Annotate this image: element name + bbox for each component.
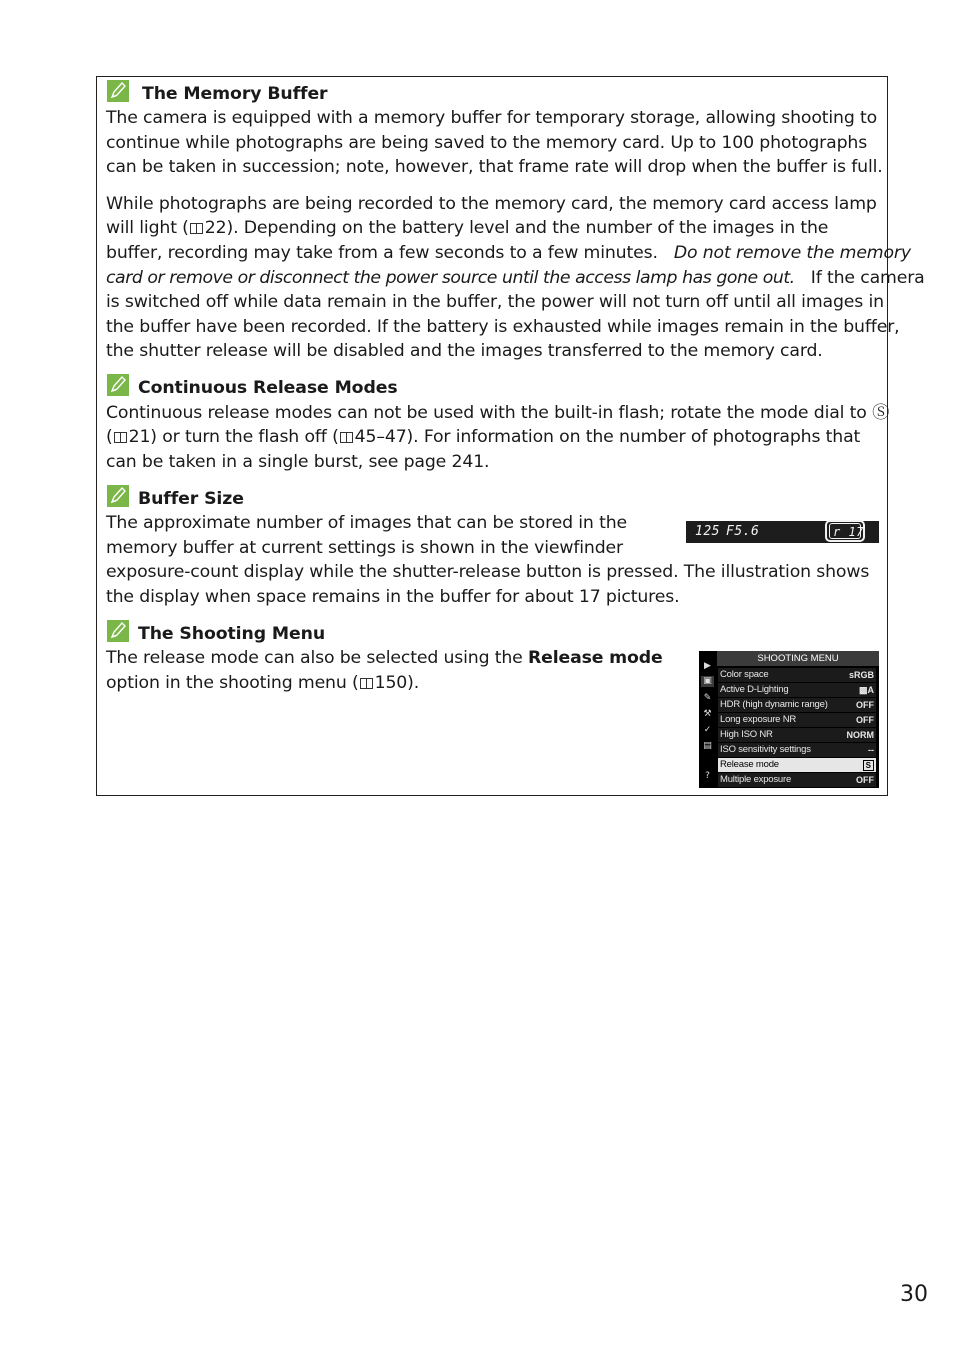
viewfinder-aperture: F5.6 bbox=[726, 524, 760, 539]
custom-settings-icon: ✎ bbox=[703, 693, 712, 703]
continuous-release-heading: Continuous Release Modes bbox=[138, 378, 398, 398]
viewfinder-count: r 17 bbox=[833, 525, 864, 539]
memory-buffer-line-1: The camera is equipped with a memory buffer for temporary storage, allowing shooting to bbox=[106, 108, 878, 128]
recording-line-7: the shutter release will be disabled and the images transferred to the memory card. bbox=[106, 341, 823, 361]
menu-row-hdr: HDR (high dynamic range) OFF bbox=[720, 699, 874, 710]
menu-row-multiple-exposure: Multiple exposure OFF bbox=[720, 774, 874, 785]
recording-line-4: card or remove or disconnect the power source until the access lamp has gone out. If the camera bbox=[106, 268, 925, 288]
my-menu-icon: ▤ bbox=[703, 741, 712, 751]
buffer-size-line-1: The approximate number of images that can be stored in the bbox=[106, 513, 627, 533]
recording-line-6: the buffer have been recorded. If the battery is exhausted while images remain in the buffer, bbox=[106, 317, 900, 337]
menu-row-high-iso-nr: High ISO NR NORM bbox=[720, 729, 874, 740]
buffer-size-line-2: memory buffer at current settings is shown in the viewfinder bbox=[106, 538, 623, 558]
shooting-menu-line-2: option in the shooting menu ( 150). bbox=[106, 673, 420, 693]
recording-line-3: buffer, recording may take from a few seconds to a few minutes. Do not remove the memory bbox=[106, 243, 911, 263]
continuous-release-line-2: ( 21) or turn the flash off ( 45–47). For information on the number of photographs that bbox=[106, 427, 861, 447]
shooting-menu-heading: The Shooting Menu bbox=[138, 624, 326, 644]
shooting-menu-line-1: The release mode can also be selected using the Release mode bbox=[106, 648, 663, 668]
buffer-size-line-4: the display when space remains in the buffer for about 17 pictures. bbox=[106, 587, 680, 607]
book-icon bbox=[340, 432, 353, 443]
help-icon: ? bbox=[705, 771, 710, 781]
retouch-menu-icon: ✓ bbox=[703, 725, 712, 735]
menu-row-long-exposure-nr: Long exposure NR OFF bbox=[720, 714, 874, 725]
continuous-release-line-1: Continuous release modes can not be used with the built-in flash; rotate the mode dial to Ⓢ bbox=[106, 403, 890, 423]
menu-sidebar bbox=[699, 651, 716, 788]
recording-line-1: While photographs are being recorded to the memory card, the memory card access lamp bbox=[106, 194, 877, 214]
flash-off-mode-icon: Ⓢ bbox=[872, 403, 890, 423]
menu-row-color-space: Color space sRGB bbox=[720, 669, 874, 680]
book-icon bbox=[360, 678, 373, 689]
menu-row-active-d-lighting: Active D-Lighting ▩A bbox=[720, 684, 874, 695]
buffer-size-heading: Buffer Size bbox=[138, 489, 244, 509]
memory-buffer-heading: The Memory Buffer bbox=[142, 84, 328, 104]
recording-line-5: is switched off while data remain in the buffer, the power will not turn off until all images in bbox=[106, 292, 884, 312]
pencil-note-icon bbox=[107, 620, 129, 642]
memory-buffer-line-2: continue while photographs are being saved to the memory card. Up to 100 photographs bbox=[106, 133, 868, 153]
recording-line-2: will light ( 22). Depending on the battery level and the number of the images in the bbox=[106, 218, 829, 238]
menu-row-iso-sensitivity: ISO sensitivity settings -- bbox=[720, 744, 874, 755]
viewfinder-shutter: 125 bbox=[695, 524, 720, 539]
pencil-note-icon bbox=[107, 374, 129, 396]
menu-row-release-mode: Release mode S bbox=[718, 758, 876, 772]
pencil-note-icon bbox=[107, 485, 129, 507]
shooting-menu-screen bbox=[699, 651, 879, 788]
buffer-size-line-3: exposure-count display while the shutter-release button is pressed. The illustration shows bbox=[106, 562, 870, 582]
book-icon bbox=[114, 432, 127, 443]
page-number: 30 bbox=[900, 1282, 928, 1307]
menu-header: SHOOTING MENU bbox=[717, 651, 879, 666]
book-icon bbox=[190, 223, 203, 234]
playback-menu-icon: ▶ bbox=[704, 661, 711, 671]
continuous-release-line-3: can be taken in a single burst, see page 241. bbox=[106, 452, 490, 472]
memory-buffer-line-3: can be taken in succession; note, however, that frame rate will drop when the buffer is full. bbox=[106, 157, 883, 177]
setup-menu-icon: ⚒ bbox=[703, 709, 712, 719]
viewfinder-display bbox=[686, 521, 879, 543]
pencil-note-icon bbox=[107, 80, 129, 102]
camera-menu-icon: ▣ bbox=[701, 676, 714, 687]
